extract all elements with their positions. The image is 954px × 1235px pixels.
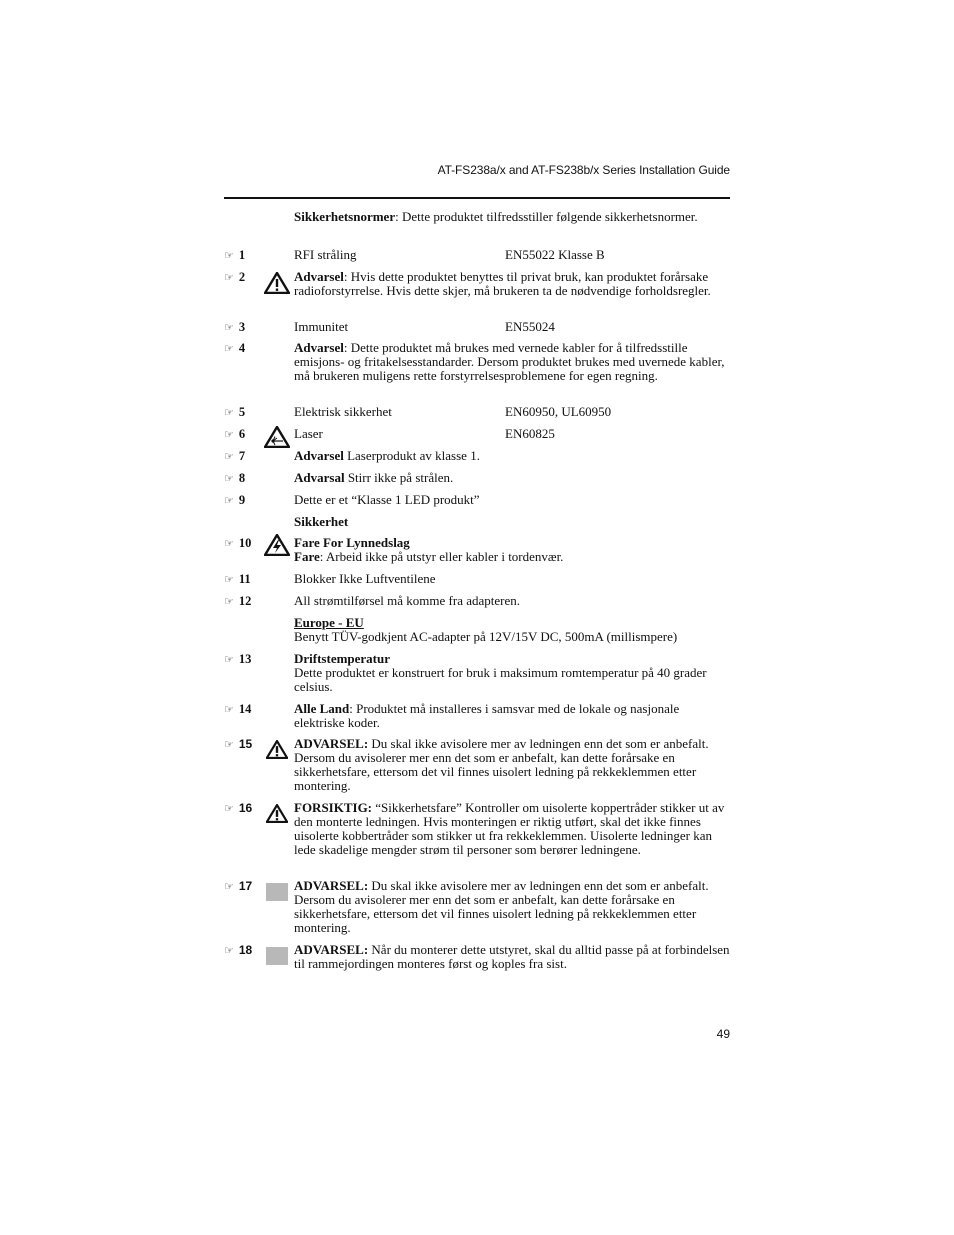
page-number: 49 bbox=[716, 1027, 730, 1041]
item-number: 16 bbox=[238, 801, 253, 815]
pointing-hand-icon: ☞ bbox=[224, 428, 234, 441]
item-standard: EN60950, UL60950 bbox=[505, 404, 612, 419]
item-number: 9 bbox=[238, 493, 246, 507]
item-number: 14 bbox=[238, 702, 252, 716]
laser-warning-icon bbox=[264, 426, 290, 448]
item-bold: FORSIKTIG: bbox=[294, 800, 373, 815]
pointing-hand-icon: ☞ bbox=[224, 880, 234, 893]
item-bold: Advarsel bbox=[294, 269, 344, 284]
item-text: Dette er et “Klasse 1 LED produkt” bbox=[294, 492, 480, 507]
item-number: 1 bbox=[238, 248, 246, 262]
item-label: Immunitet bbox=[294, 319, 349, 334]
item-bold: ADVARSEL: bbox=[294, 878, 369, 893]
item-label: RFI stråling bbox=[294, 247, 357, 262]
warning-triangle-icon bbox=[266, 804, 288, 823]
item-number: 12 bbox=[238, 594, 252, 608]
item-bold: Fare For Lynnedslag bbox=[294, 535, 410, 550]
item-bold: ADVARSEL: bbox=[294, 736, 369, 751]
item-label: Laser bbox=[294, 426, 323, 441]
item-bold: ADVARSEL: bbox=[294, 942, 369, 957]
pointing-hand-icon: ☞ bbox=[224, 703, 234, 716]
item-bold: Advarsel bbox=[294, 340, 344, 355]
intro-text: : Dette produktet tilfredsstiller følgende sikkerhetsnormer. bbox=[395, 209, 698, 224]
item-text: Når du monterer dette utstyret, skal du alltid passe på at forbindelsen til rammejordingen monteres først og koples fra sist. bbox=[294, 942, 730, 971]
lightning-warning-icon bbox=[264, 534, 290, 556]
pointing-hand-icon: ☞ bbox=[224, 595, 234, 608]
item-number: 18 bbox=[238, 943, 253, 957]
item-text: All strømtilførsel må komme fra adapteren. bbox=[294, 593, 520, 608]
pointing-hand-icon: ☞ bbox=[224, 738, 234, 751]
item-number: 15 bbox=[238, 737, 253, 751]
pointing-hand-icon: ☞ bbox=[224, 271, 234, 284]
pointing-hand-icon: ☞ bbox=[224, 537, 234, 550]
item-number: 17 bbox=[238, 879, 253, 893]
item-standard: EN55022 Klasse B bbox=[505, 247, 605, 262]
region-text: Benytt TÜV-godkjent AC-adapter på 12V/15V DC, 500mA (millismpere) bbox=[294, 629, 678, 644]
item-bold: Advarsal bbox=[294, 470, 345, 485]
item-bold: Driftstemperatur bbox=[294, 651, 391, 666]
section-heading-text: Sikkerhet bbox=[294, 514, 349, 529]
pointing-hand-icon: ☞ bbox=[224, 944, 234, 957]
item-number: 2 bbox=[238, 270, 246, 284]
item-number: 10 bbox=[238, 536, 252, 550]
pointing-hand-icon: ☞ bbox=[224, 494, 234, 507]
item-number: 4 bbox=[238, 341, 246, 355]
pointing-hand-icon: ☞ bbox=[224, 249, 234, 262]
placeholder-image bbox=[266, 883, 288, 901]
item-text: Stirr ikke på strålen. bbox=[344, 470, 454, 485]
item-number: 7 bbox=[238, 449, 246, 463]
item-bold: Advarsel bbox=[294, 448, 344, 463]
item-text: Blokker Ikke Luftventilene bbox=[294, 571, 436, 586]
item-text: “Sikkerhetsfare” Kontroller om uisolerte koppertråder stikker ut av den monterte ledningen. Hvis monteringen er riktig utført, skal det ikke finnes uisolerte kobbertråder som stikker ut fra rekkeklemmen. Uisolerte ledninger kan lede skadelige mengder strøm til personer som berører ledningene. bbox=[294, 800, 725, 857]
item-text: Du skal ikke avisolere mer av ledningen enn det som er anbefalt. Dersom du avisolerer mer enn det som er anbefalt, kan dette forårsake en sikkerhetsfare, ettersom det vil finnes uisolert ledning på rekkeklemmen etter montering. bbox=[294, 878, 709, 935]
item-text: Laserprodukt av klasse 1. bbox=[343, 448, 480, 463]
pointing-hand-icon: ☞ bbox=[224, 472, 234, 485]
item-number: 6 bbox=[238, 427, 246, 441]
item-number: 5 bbox=[238, 405, 246, 419]
header-rule bbox=[224, 197, 730, 199]
item-number: 11 bbox=[238, 572, 251, 586]
region-heading: Europe - EU bbox=[294, 615, 364, 630]
item-standard: EN55024 bbox=[505, 319, 555, 334]
pointing-hand-icon: ☞ bbox=[224, 406, 234, 419]
item-number: 8 bbox=[238, 471, 246, 485]
intro-bold: Sikkerhetsnormer bbox=[294, 209, 396, 224]
item-label: Elektrisk sikkerhet bbox=[294, 404, 392, 419]
item-text: : Arbeid ikke på utstyr eller kabler i tordenvær. bbox=[319, 549, 564, 564]
item-number: 3 bbox=[238, 320, 246, 334]
item-bold: Alle Land bbox=[294, 701, 350, 716]
item-text: Du skal ikke avisolere mer av ledningen enn det som er anbefalt. Dersom du avisolerer mer enn det som er anbefalt, kan dette forårsake en sikkerhetsfare, ettersom det vil finnes uisolert ledning på rekkeklemmen etter montering. bbox=[294, 736, 709, 793]
item-number: 13 bbox=[238, 652, 252, 666]
item-text: Dette produktet er konstruert for bruk i maksimum romtemperatur på 40 grader celsius. bbox=[294, 665, 707, 694]
item-text: : Hvis dette produktet benyttes til privat bruk, kan produktet forårsake radioforstyrrelse. Hvis dette skjer, må brukeren ta de nødvendige forholdsregler. bbox=[294, 269, 711, 298]
pointing-hand-icon: ☞ bbox=[224, 450, 234, 463]
item-standard: EN60825 bbox=[505, 426, 555, 441]
pointing-hand-icon: ☞ bbox=[224, 321, 234, 334]
running-header: AT-FS238a/x and AT-FS238b/x Series Installation Guide bbox=[437, 163, 730, 177]
pointing-hand-icon: ☞ bbox=[224, 802, 234, 815]
placeholder-image bbox=[266, 947, 288, 965]
item-text: : Dette produktet må brukes med vernede kabler for å tilfredsstille emisjons- og fritakelsesstandarder. Dersom produktet brukes med uvernede kabler, må brukeren muligens rette forstyrrelsesproblemene for egen regning. bbox=[294, 340, 725, 383]
pointing-hand-icon: ☞ bbox=[224, 342, 234, 355]
item-text: : Produktet må installeres i samsvar med de lokale og nasjonale elektriske koder. bbox=[294, 701, 680, 730]
pointing-hand-icon: ☞ bbox=[224, 573, 234, 586]
warning-triangle-icon bbox=[264, 272, 290, 294]
pointing-hand-icon: ☞ bbox=[224, 653, 234, 666]
item-bold-secondary: Fare bbox=[294, 549, 320, 564]
warning-triangle-icon bbox=[266, 740, 288, 759]
